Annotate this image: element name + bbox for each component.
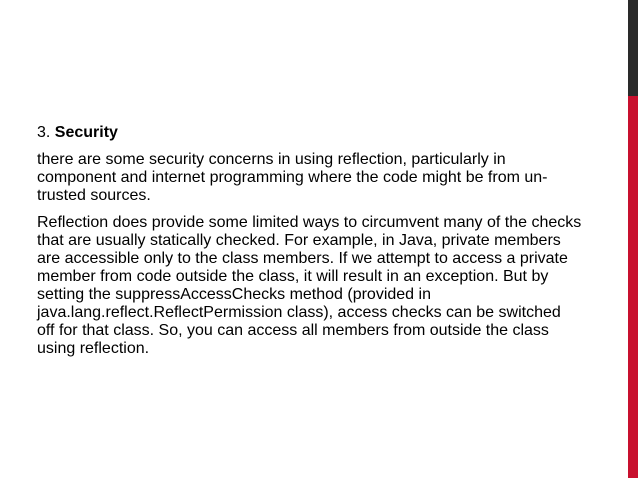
accent-bar-dark [628, 0, 638, 96]
slide-body [37, 124, 582, 367]
section-heading [37, 124, 582, 142]
accent-side-bar [628, 0, 638, 478]
paragraph-access-checks: Reflection does provide some limited ways to circumvent many of the checks that are usually statically checked. For example, in Java, private members are accessible only to the class members. If we attempt to access a private member from code outside the class, it will result in an exception. But by setting the suppressAccessChecks method (provided in java.lang.reflect.ReflectPermission class), access checks can be switched off for that class. So, you can access all members from outside the class using reflection. [37, 214, 582, 357]
section-title: Security [54, 124, 118, 141]
accent-bar-red [628, 96, 638, 478]
paragraph-security-concerns: there are some security concerns in using reflection, particularly in component and internet programming where the code might be from un-trusted sources. [37, 151, 548, 204]
section-number: 3. [37, 124, 51, 141]
